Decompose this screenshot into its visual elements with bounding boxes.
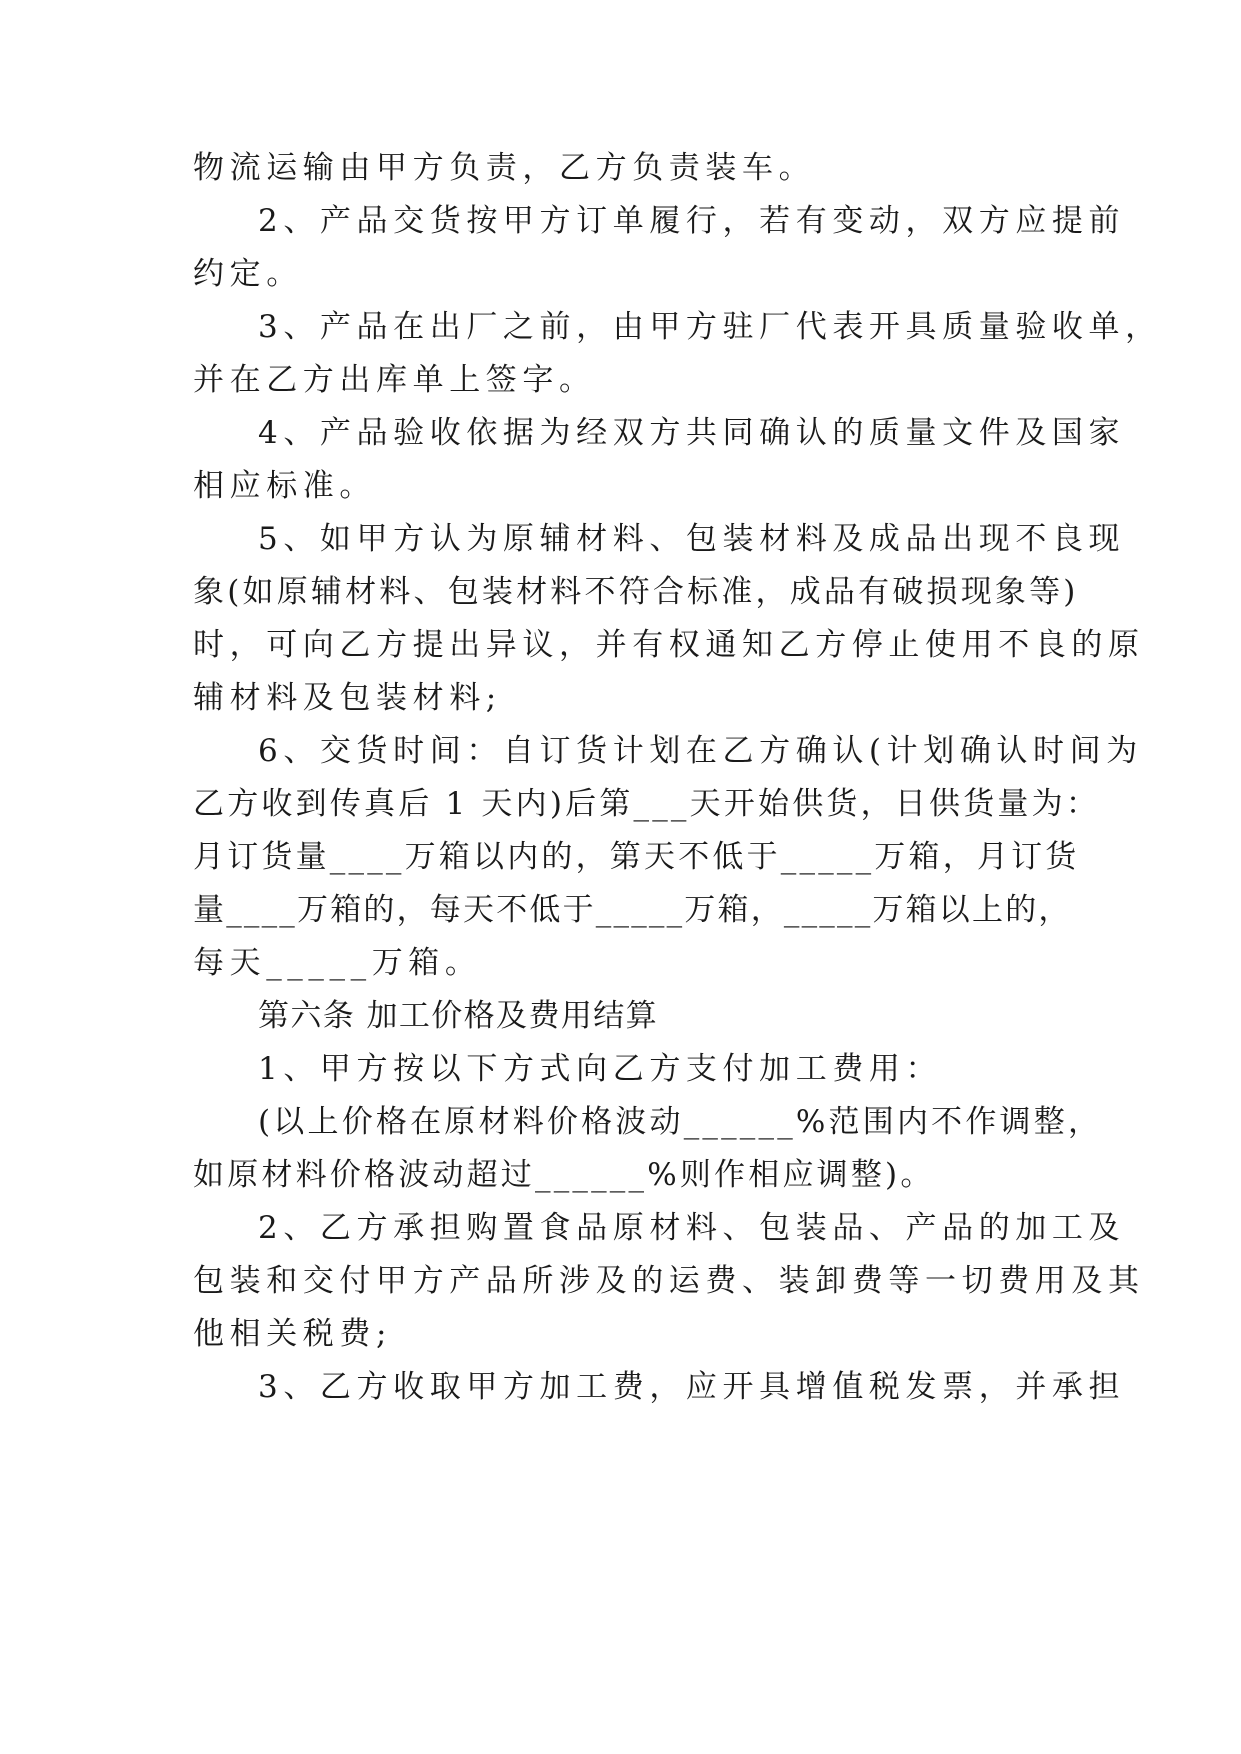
text-line: 3、产品在出厂之前，由甲方驻厂代表开具质量验收单，: [258, 309, 1162, 345]
text-line: 6、交货时间：自订货计划在乙方确认(计划确认时间为: [258, 733, 1143, 769]
text-line: 2、乙方承担购置食品原材料、包装品、产品的加工及: [258, 1210, 1126, 1246]
text-line: 每天_____万箱。: [193, 945, 482, 981]
text-line: 物流运输由甲方负责，乙方负责装车。: [193, 150, 816, 186]
text-line: 时，可向乙方提出异议，并有权通知乙方停止使用不良的原: [193, 627, 1145, 663]
text-line: 如原材料价格波动超过______%则作相应调整)。: [193, 1157, 935, 1193]
text-line: 1、甲方按以下方式向乙方支付加工费用：: [258, 1051, 943, 1087]
text-line: 象(如原辅材料、包装材料不符合标准，成品有破损现象等): [193, 574, 1079, 610]
text-line: 相应标准。: [193, 468, 376, 504]
text-line: 包装和交付甲方产品所涉及的运费、装卸费等一切费用及其: [193, 1263, 1145, 1299]
text-line: 并在乙方出库单上签字。: [193, 362, 596, 398]
text-line: 约定。: [193, 256, 303, 292]
text-line: 乙方收到传真后 1 天内)后第___天开始供货，日供货量为：: [193, 786, 1101, 822]
text-line: 4、产品验收依据为经双方共同确认的质量文件及国家: [258, 415, 1126, 451]
text-line: 月订货量____万箱以内的，第天不低于_____万箱，月订货: [193, 839, 1080, 875]
text-line: 量____万箱的，每天不低于_____万箱，_____万箱以上的，: [193, 892, 1072, 928]
text-line: 他相关税费;: [193, 1316, 393, 1352]
text-line: 5、如甲方认为原辅材料、包装材料及成品出现不良现: [258, 521, 1126, 557]
text-line: 辅材料及包装材料;: [193, 680, 502, 716]
text-line: (以上价格在原材料价格波动______%范围内不作调整，: [258, 1104, 1103, 1140]
text-line: 2、产品交货按甲方订单履行，若有变动，双方应提前: [258, 203, 1126, 239]
text-line: 3、乙方收取甲方加工费，应开具增值税发票，并承担: [258, 1369, 1126, 1405]
section-heading: 第六条 加工价格及费用结算: [258, 998, 659, 1034]
